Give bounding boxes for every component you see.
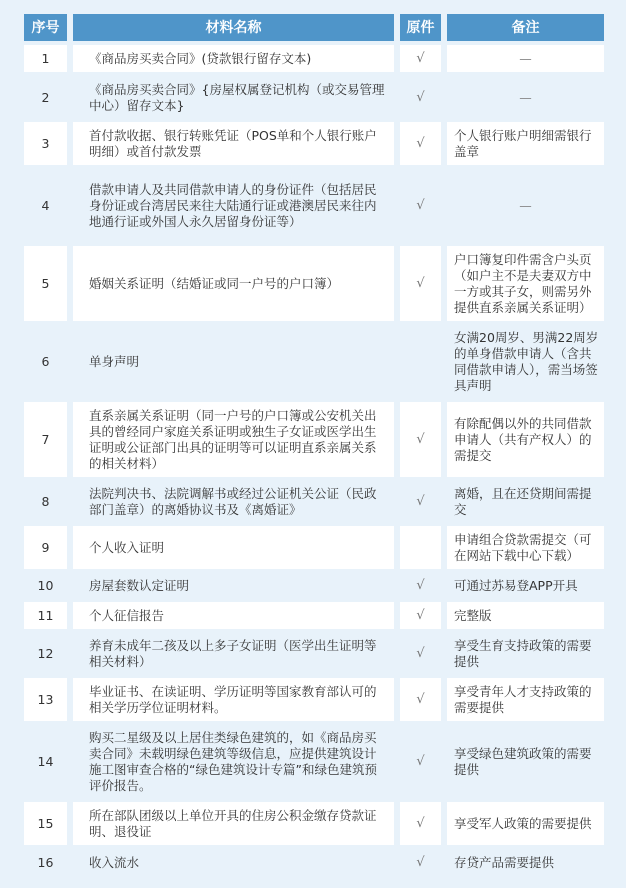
- row-remark: 个人银行账户明细需银行盖章: [447, 122, 604, 165]
- row-remark: 享受军人政策的需要提供: [447, 802, 604, 845]
- row-material: 直系亲属关系证明（同一户号的户口簿或公安机关出具的曾经同户家庭关系证明或独生子女证或医学出生证明或公证部门出具的证明等可以证明直系亲属关系的相关材料）: [73, 402, 394, 477]
- table-row: [24, 602, 604, 629]
- original-cell-empty: [400, 526, 441, 569]
- row-remark: 有除配偶以外的共同借款申请人（共有产权人）的需提交: [447, 402, 604, 477]
- row-material: 婚姻关系证明（结婚证或同一户号的户口簿）: [73, 246, 394, 321]
- row-material: 房屋套数认定证明: [89, 577, 190, 593]
- check-mark-icon: √: [416, 753, 425, 769]
- row-index: 15: [24, 802, 67, 845]
- table-row: [24, 122, 604, 165]
- row-index: 13: [24, 678, 67, 721]
- row-remark: —: [519, 89, 532, 105]
- row-remark: 享受生育支持政策的需要提供: [454, 637, 592, 669]
- row-index: 14: [37, 753, 54, 769]
- row-index: 11: [24, 602, 67, 629]
- check-mark-icon: √: [416, 89, 425, 105]
- table-row: [24, 324, 604, 399]
- header-index: 序号: [24, 14, 67, 41]
- row-remark: 存贷产品需要提供: [454, 855, 555, 870]
- check-mark-icon: √: [400, 402, 441, 477]
- row-material: 法院判决书、法院调解书或经过公证机关公证（民政部门盖章）的离婚协议书及《离婚证》: [89, 485, 377, 517]
- row-remark: 申请组合贷款需提交（可在网站下载中心下载）: [447, 526, 604, 569]
- check-mark-icon: √: [400, 246, 441, 321]
- table-row: [24, 246, 604, 321]
- row-index: 12: [37, 645, 54, 661]
- row-material: 购买二星级及以上居住类绿色建筑的，如《商品房买卖合同》未载明绿色建筑等级信息，应提供建筑设计施工图审查合格的“绿色建筑设计专篇”和绿色建筑预评价报告。: [89, 729, 377, 793]
- row-material: 《商品房买卖合同》(贷款银行留存文本): [73, 45, 394, 72]
- check-mark-icon: √: [416, 855, 425, 870]
- table-row: [24, 572, 604, 599]
- header-material: 材料名称: [73, 14, 394, 41]
- table-row: [24, 402, 604, 477]
- check-mark-icon: √: [416, 645, 425, 661]
- row-remark: 离婚，且在还贷期间需提交: [454, 485, 592, 517]
- row-index: 9: [24, 526, 67, 569]
- row-index: 2: [41, 89, 50, 105]
- table-row: [24, 168, 604, 243]
- row-material: 毕业证书、在读证明、学历证明等国家教育部认可的相关学历学位证明材料。: [73, 678, 394, 721]
- table-row: [24, 76, 604, 119]
- table-row: [24, 848, 604, 878]
- row-index: 6: [41, 353, 50, 369]
- row-remark: 完整版: [447, 602, 604, 629]
- check-mark-icon: √: [400, 602, 441, 629]
- check-mark-icon: √: [400, 122, 441, 165]
- row-index: 3: [24, 122, 67, 165]
- row-index: 1: [24, 45, 67, 72]
- table-row: [24, 802, 604, 845]
- table-row: [24, 632, 604, 675]
- row-material: 《商品房买卖合同》{房屋权属登记机构（或交易管理中心）留存文本}: [89, 81, 385, 113]
- check-mark-icon: √: [400, 802, 441, 845]
- row-remark: —: [447, 45, 604, 72]
- row-remark: —: [519, 197, 532, 213]
- row-material: 收入流水: [89, 855, 140, 870]
- table-row: [24, 526, 604, 569]
- original-cell-empty: [400, 324, 441, 399]
- row-index: 16: [37, 855, 54, 870]
- row-remark: 可通过苏易登APP开具: [454, 577, 578, 593]
- row-material: 个人征信报告: [73, 602, 394, 629]
- table-row: [24, 480, 604, 523]
- row-material: 养育未成年二孩及以上多子女证明（医学出生证明等相关材料）: [89, 637, 377, 669]
- check-mark-icon: √: [416, 493, 425, 509]
- row-remark: 享受青年人才支持政策的需要提供: [447, 678, 604, 721]
- row-remark: 户口簿复印件需含户头页（如户主不是夫妻双方中一方或其子女，则需另外提供直系亲属关系证明）: [447, 246, 604, 321]
- table-header: [24, 14, 604, 41]
- row-index: 10: [37, 577, 54, 593]
- row-material: 个人收入证明: [73, 526, 394, 569]
- header-original: 原件: [400, 14, 441, 41]
- header-remark: 备注: [447, 14, 604, 41]
- row-material: 首付款收据、银行转账凭证（POS单和个人银行账户明细）或首付款发票: [73, 122, 394, 165]
- table-row: [24, 678, 604, 721]
- table-row: [24, 724, 604, 799]
- row-index: 8: [41, 493, 50, 509]
- table-row: [24, 45, 604, 72]
- row-index: 5: [24, 246, 67, 321]
- check-mark-icon: √: [400, 678, 441, 721]
- row-remark: 享受绿色建筑政策的需要提供: [454, 745, 592, 777]
- row-index: 7: [24, 402, 67, 477]
- row-material: 所在部队团级以上单位开具的住房公积金缴存贷款证明、退役证: [73, 802, 394, 845]
- row-index: 4: [41, 197, 50, 213]
- check-mark-icon: √: [400, 45, 441, 72]
- row-material: 单身声明: [89, 353, 140, 369]
- row-remark: 女满20周岁、男满22周岁的单身借款申请人（含共同借款申请人），需当场签具声明: [454, 329, 599, 393]
- check-mark-icon: √: [416, 577, 425, 593]
- check-mark-icon: √: [416, 197, 425, 213]
- row-material: 借款申请人及共同借款申请人的身份证件（包括居民身份证或台湾居民来往大陆通行证或港澳居民来往内地通行证或外国人永久居留身份证等）: [89, 181, 377, 229]
